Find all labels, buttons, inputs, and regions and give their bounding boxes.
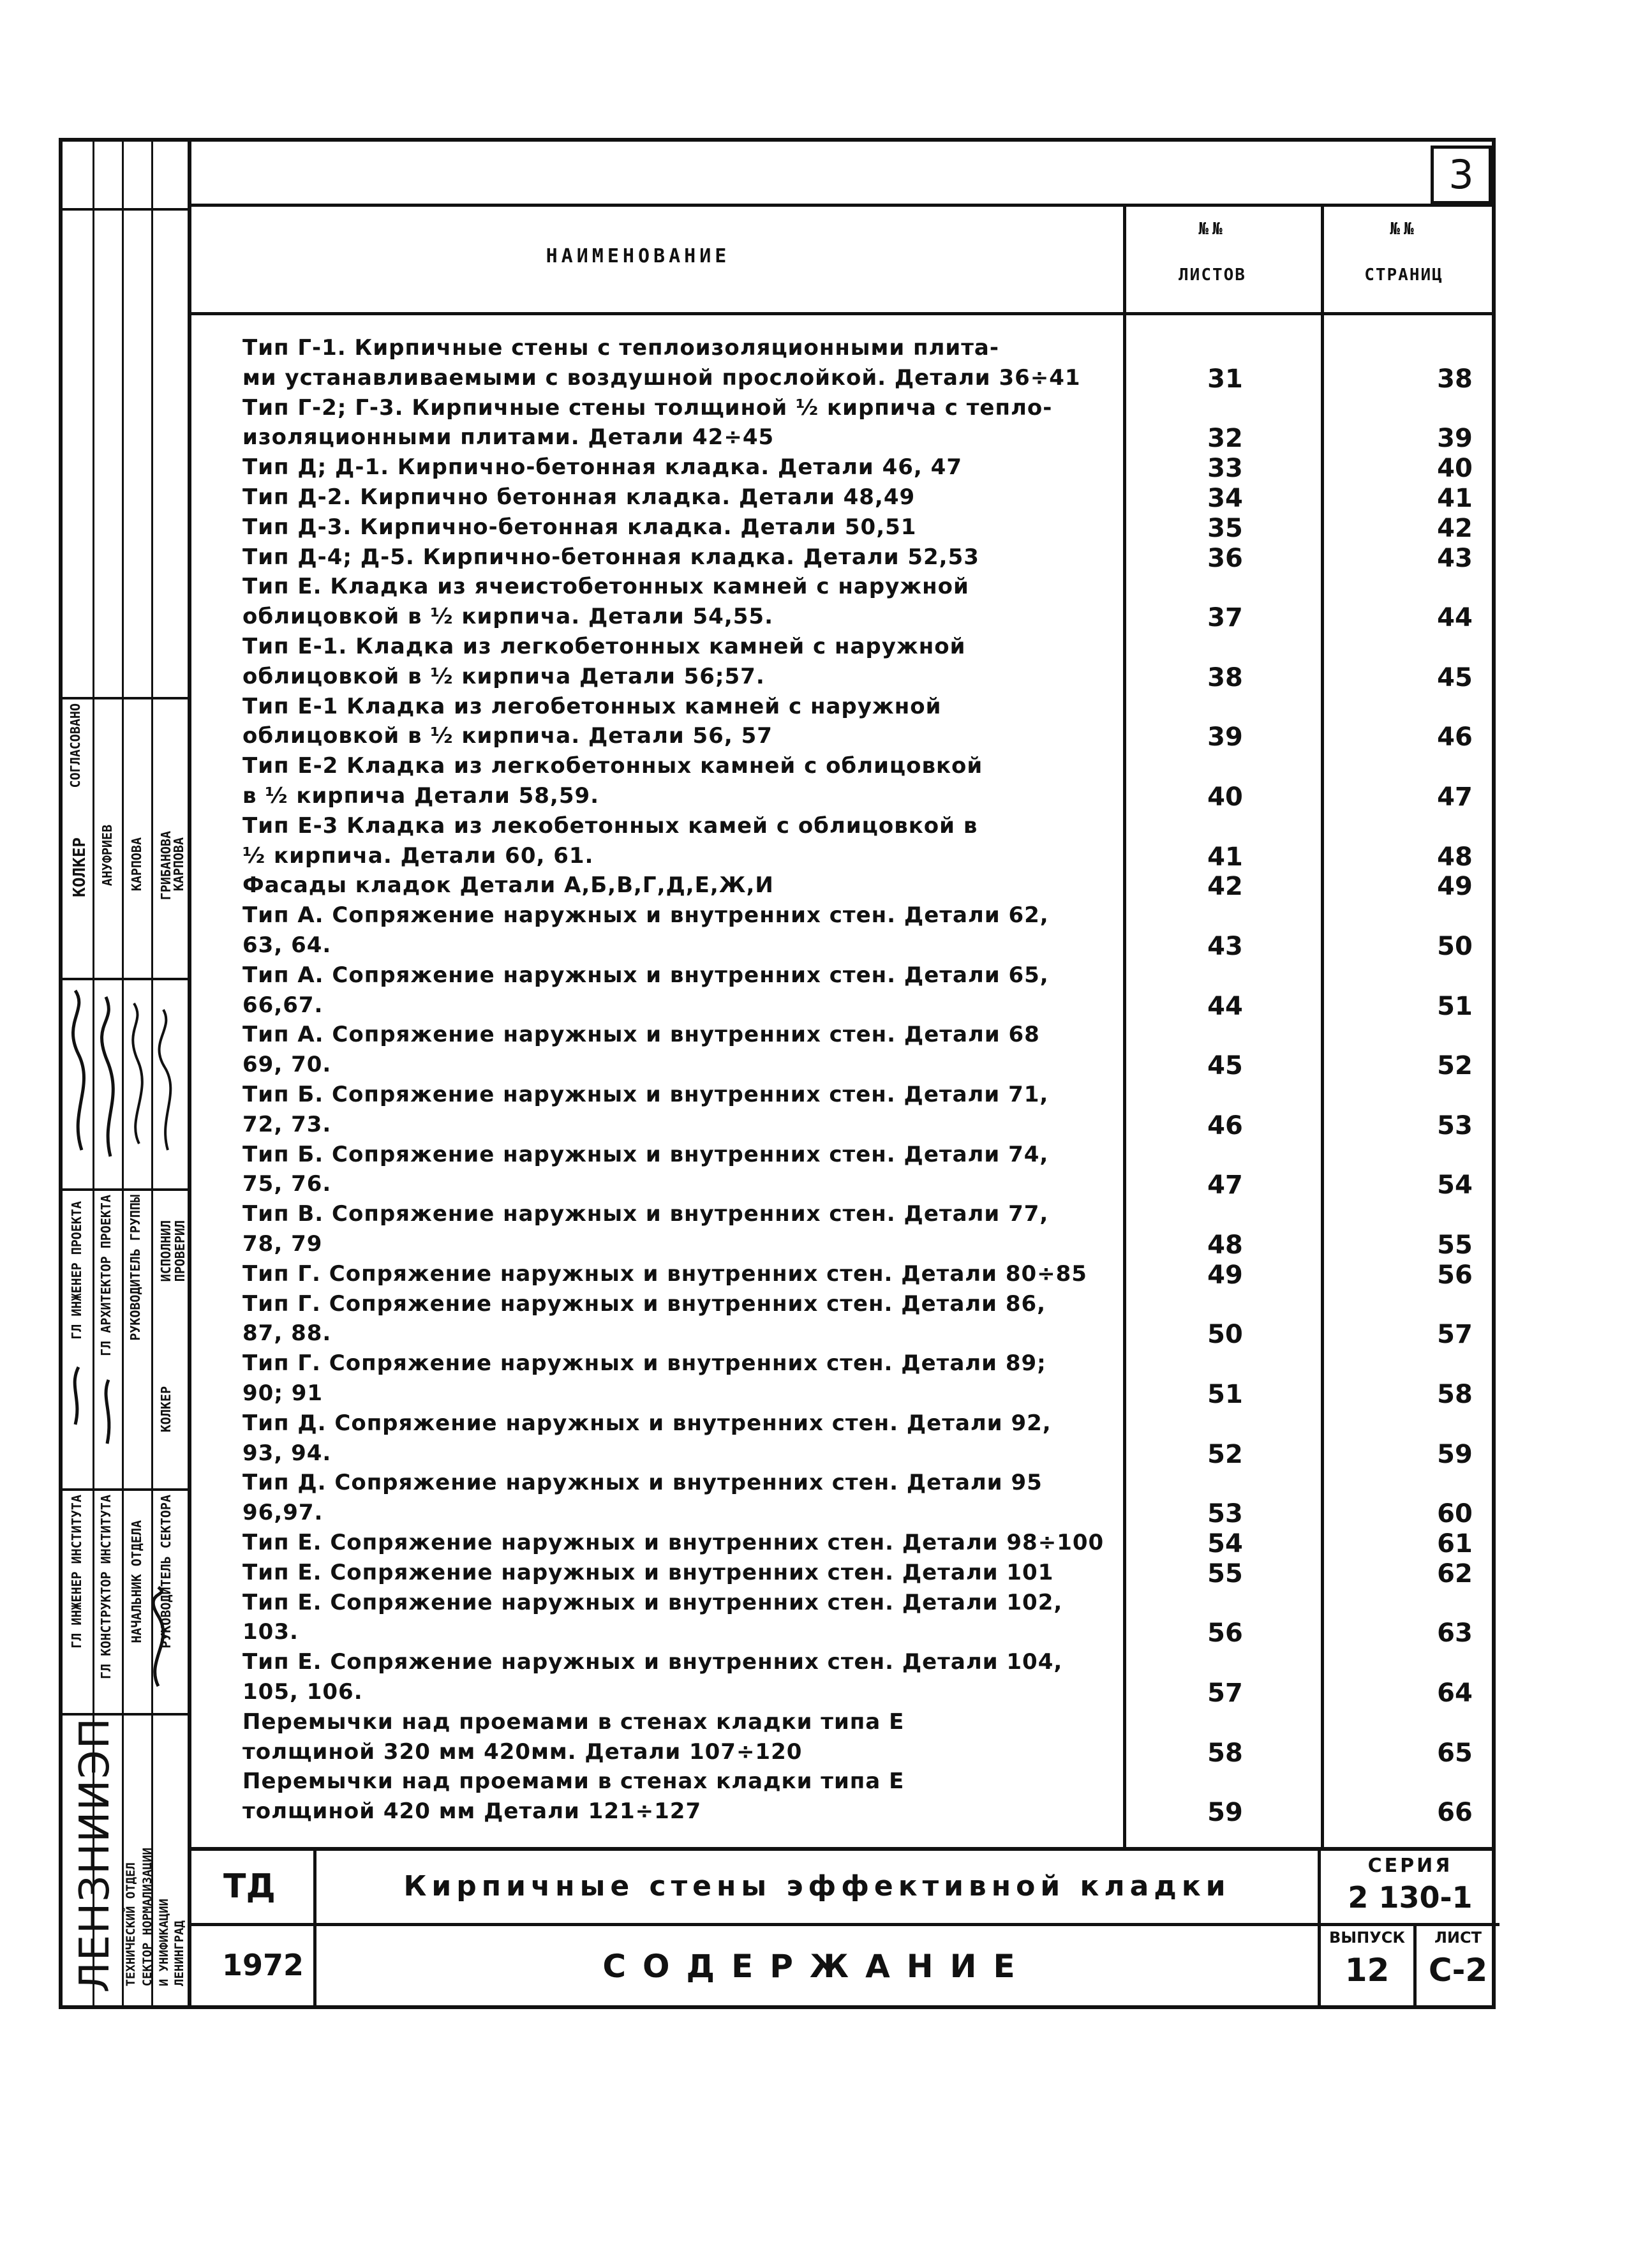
entry-sheet-number: 47 bbox=[1207, 1170, 1243, 1200]
entry-text-line: толщиной 320 мм 420мм. Детали 107÷120 bbox=[242, 1738, 803, 1765]
entry-text-line: Тип Д-2. Кирпично бетонная кладка. Детали 48,49 bbox=[242, 484, 916, 510]
header-pages-top: №№ bbox=[1390, 220, 1418, 239]
entry-page-number: 40 bbox=[1437, 454, 1473, 484]
entry-text-line: Тип А. Сопряжение наружных и внутренних стен. Детали 68 bbox=[242, 1022, 1040, 1048]
entry-text-line: Тип Е-3 Кладка из лекобетонных камей с облицовкой в bbox=[242, 812, 978, 839]
role-department-head: НАЧАЛЬНИК ОТДЕЛА bbox=[129, 1520, 144, 1643]
entry-page-number: 63 bbox=[1437, 1619, 1473, 1649]
stamp-title: Кирпичные стены эффективной кладки bbox=[403, 1870, 1231, 1903]
sidebar-line bbox=[63, 978, 188, 980]
entry-text-line: Тип Д; Д-1. Кирпично-бетонная кладка. Детали 46, 47 bbox=[242, 454, 962, 481]
entry-sheet-number: 37 bbox=[1207, 603, 1243, 633]
entry-sheet-number: 35 bbox=[1207, 513, 1243, 543]
role-chief-engineer-institute: ГЛ ИНЖЕНЕР ИНСТИТУТА bbox=[69, 1495, 84, 1649]
stamp-year-cell bbox=[191, 1926, 316, 2005]
entry-text-line: Тип Г-1. Кирпичные стены с теплоизоляционными плита- bbox=[242, 335, 999, 361]
contents-list bbox=[191, 142, 1492, 2005]
entry-sheet-number: 32 bbox=[1207, 424, 1243, 454]
entry-text-line: 87, 88. bbox=[242, 1320, 332, 1347]
header-name: НАИМЕНОВАНИЕ bbox=[546, 245, 731, 267]
entry-page-number: 42 bbox=[1437, 513, 1473, 543]
entry-sheet-number: 59 bbox=[1207, 1798, 1243, 1828]
entry-text-line: Тип А. Сопряжение наружных и внутренних стен. Детали 65, bbox=[242, 962, 1049, 988]
stamp-series-value: 2 130-1 bbox=[1348, 1880, 1473, 1915]
role-executed: ИСПОЛНИЛ bbox=[158, 1220, 174, 1282]
sidebar-line bbox=[63, 1188, 188, 1191]
entry-sheet-number: 43 bbox=[1207, 932, 1243, 961]
name-anufriev: АНУФРИЕВ bbox=[100, 825, 115, 886]
entry-text-line: Тип Е. Кладка из ячеистобетонных камней с наружной bbox=[242, 574, 969, 600]
entry-sheet-number: 45 bbox=[1207, 1051, 1243, 1081]
role-group-head: РУКОВОДИТЕЛЬ ГРУППЫ bbox=[128, 1195, 143, 1341]
entry-sheet-number: 46 bbox=[1207, 1110, 1243, 1140]
entry-text-line: Перемычки над проемами в стенах кладки типа Е bbox=[242, 1708, 905, 1735]
entry-text-line: Тип Е. Сопряжение наружных и внутренних стен. Детали 104, bbox=[242, 1649, 1063, 1675]
main-area bbox=[191, 142, 1492, 2005]
entry-page-number: 49 bbox=[1437, 872, 1473, 902]
role-chief-architect-project: ГЛ АРХИТЕКТОР ПРОЕКТА bbox=[98, 1195, 114, 1356]
entry-text-line: Перемычки над проемами в стенах кладки типа Е bbox=[242, 1768, 905, 1795]
entry-page-number: 39 bbox=[1437, 424, 1473, 454]
entry-text-line: Тип Е-1 Кладка из легобетонных камней с наружной bbox=[242, 693, 942, 719]
entry-text-line: 96,97. bbox=[242, 1500, 324, 1526]
name-karpova: КАРПОВА bbox=[129, 837, 144, 892]
page-number: 3 bbox=[1431, 146, 1492, 204]
stamp-code: ТД bbox=[223, 1867, 276, 1906]
entry-page-number: 52 bbox=[1437, 1051, 1473, 1081]
drawing-sheet bbox=[59, 138, 1496, 2009]
agreed-label: СОГЛАСОВАНО bbox=[68, 703, 83, 788]
signature-marks-3 bbox=[63, 1584, 188, 1699]
entry-sheet-number: 34 bbox=[1207, 484, 1243, 513]
entry-text-line: Тип Е-2 Кладка из легкобетонных камней с облицовкой bbox=[242, 753, 983, 779]
colker-label: КОЛКЕР bbox=[158, 1386, 174, 1433]
entry-page-number: 41 bbox=[1437, 484, 1473, 513]
stamp-series-label: СЕРИЯ bbox=[1367, 1855, 1453, 1877]
entry-text-line: Тип Е. Сопряжение наружных и внутренних стен. Детали 98÷100 bbox=[242, 1530, 1105, 1555]
agreed-name: КОЛКЕР bbox=[70, 837, 89, 897]
org-name: ЛЕНЗНИИЭП bbox=[71, 1716, 119, 1993]
entry-text-line: Тип Д-3. Кирпично-бетонная кладка. Детали 50,51 bbox=[242, 514, 917, 540]
entry-text-line: толщиной 420 мм Детали 121÷127 bbox=[242, 1798, 702, 1825]
entry-sheet-number: 50 bbox=[1207, 1320, 1243, 1350]
entry-text-line: 69, 70. bbox=[242, 1052, 332, 1078]
entry-text-line: 72, 73. bbox=[242, 1111, 332, 1137]
stamp-title-cell bbox=[316, 1851, 1321, 1926]
sidebar-title-block bbox=[63, 142, 191, 2005]
org-sub-4: ЛЕНИНГРАД bbox=[172, 1920, 186, 1986]
organization-block bbox=[63, 1713, 188, 2005]
stamp-sheet-value: С-2 bbox=[1428, 1952, 1488, 1989]
stamp-sheet-label: ЛИСТ bbox=[1434, 1929, 1482, 1947]
stamp-subtitle-cell bbox=[316, 1926, 1321, 2005]
entry-text-line: 93, 94. bbox=[242, 1440, 332, 1466]
entry-sheet-number: 40 bbox=[1207, 782, 1243, 812]
entry-text-line: Тип В. Сопряжение наружных и внутренних стен. Детали 77, bbox=[242, 1201, 1049, 1227]
entry-page-number: 47 bbox=[1437, 782, 1473, 812]
stamp-subtitle: СОДЕРЖАНИЕ bbox=[602, 1948, 1032, 1985]
stamp-series-cell bbox=[1321, 1851, 1499, 1926]
title-stamp bbox=[191, 1847, 1492, 2005]
role-chief-constructor-institute: ГЛ КОНСТРУКТОР ИНСТИТУТА bbox=[98, 1495, 114, 1679]
org-sub-3: И УНИФИКАЦИИ bbox=[157, 1898, 171, 1986]
sidebar-line bbox=[63, 697, 188, 699]
entry-page-number: 43 bbox=[1437, 543, 1473, 573]
entry-page-number: 46 bbox=[1437, 722, 1473, 752]
entry-text-line: Тип Г. Сопряжение наружных и внутренних стен. Детали 89; bbox=[242, 1350, 1046, 1377]
stamp-code-cell bbox=[191, 1851, 316, 1926]
stamp-issue-label: ВЫПУСК bbox=[1329, 1929, 1405, 1947]
name-gribanova: ГРИБАНОВА bbox=[158, 831, 174, 901]
entry-text-line: Тип Г. Сопряжение наружных и внутренних стен. Детали 80÷85 bbox=[242, 1260, 1087, 1287]
entry-page-number: 54 bbox=[1437, 1170, 1473, 1200]
entry-page-number: 60 bbox=[1437, 1499, 1473, 1529]
header-sheets-top: №№ bbox=[1198, 220, 1226, 239]
org-sub-2: СЕКТОР НОРМАЛИЗАЦИИ bbox=[140, 1847, 154, 1986]
entry-page-number: 56 bbox=[1437, 1260, 1473, 1290]
entry-page-number: 44 bbox=[1437, 603, 1473, 633]
entry-text-line: 103. bbox=[242, 1619, 299, 1645]
entry-page-number: 66 bbox=[1437, 1798, 1473, 1828]
entry-text-line: 105, 106. bbox=[242, 1679, 363, 1705]
entry-page-number: 64 bbox=[1437, 1679, 1473, 1708]
entry-sheet-number: 54 bbox=[1207, 1529, 1243, 1559]
entry-text-line: Фасады кладок Детали А,Б,В,Г,Д,Е,Ж,И bbox=[242, 872, 774, 899]
stamp-issue-cell bbox=[1321, 1926, 1417, 2005]
entry-sheet-number: 52 bbox=[1207, 1439, 1243, 1469]
entry-page-number: 65 bbox=[1437, 1738, 1473, 1768]
entry-text-line: облицовкой в ½ кирпича. Детали 56, 57 bbox=[242, 723, 773, 749]
entry-sheet-number: 48 bbox=[1207, 1230, 1243, 1260]
entry-text-line: в ½ кирпича Детали 58,59. bbox=[242, 783, 600, 809]
entry-text-line: Тип Е-1. Кладка из легкобетонных камней с наружной bbox=[242, 634, 966, 659]
entry-sheet-number: 51 bbox=[1207, 1380, 1243, 1409]
role-chief-engineer-project: ГЛ ИНЖЕНЕР ПРОЕКТА bbox=[69, 1201, 84, 1340]
entry-sheet-number: 41 bbox=[1207, 842, 1243, 872]
entry-page-number: 38 bbox=[1437, 364, 1473, 394]
entry-text-line: Тип А. Сопряжение наружных и внутренних стен. Детали 62, bbox=[242, 902, 1049, 929]
role-sector-head: РУКОВОДИТЕЛЬ СЕКТОРА bbox=[158, 1495, 174, 1649]
entry-sheet-number: 56 bbox=[1207, 1619, 1243, 1649]
entry-sheet-number: 57 bbox=[1207, 1679, 1243, 1708]
entry-text-line: Тип Е. Сопряжение наружных и внутренних стен. Детали 101 bbox=[242, 1559, 1054, 1585]
entry-sheet-number: 33 bbox=[1207, 454, 1243, 484]
stamp-issue-value: 12 bbox=[1344, 1952, 1390, 1989]
stamp-sheet-cell bbox=[1417, 1926, 1499, 2005]
entry-text-line: Тип Д. Сопряжение наружных и внутренних стен. Детали 92, bbox=[242, 1410, 1052, 1436]
entry-text-line: ½ кирпича. Детали 60, 61. bbox=[242, 842, 594, 869]
entry-page-number: 51 bbox=[1437, 991, 1473, 1021]
entry-text-line: облицовкой в ½ кирпича. Детали 54,55. bbox=[242, 604, 773, 630]
entry-page-number: 61 bbox=[1437, 1529, 1473, 1559]
entry-text-line: Тип Б. Сопряжение наружных и внутренних стен. Детали 74, bbox=[242, 1141, 1049, 1167]
entry-text-line: 63, 64. bbox=[242, 932, 332, 958]
entry-sheet-number: 39 bbox=[1207, 722, 1243, 752]
entry-sheet-number: 36 bbox=[1207, 543, 1243, 573]
entry-text-line: 90; 91 bbox=[242, 1380, 324, 1406]
entry-page-number: 53 bbox=[1437, 1110, 1473, 1140]
entry-page-number: 62 bbox=[1437, 1559, 1473, 1589]
entry-page-number: 50 bbox=[1437, 932, 1473, 961]
name-karpova-2: КАРПОВА bbox=[171, 837, 186, 892]
sidebar-line bbox=[63, 208, 188, 211]
sidebar-line bbox=[63, 1488, 188, 1491]
entry-text-line: Тип Д-4; Д-5. Кирпично-бетонная кладка. Детали 52,53 bbox=[242, 544, 979, 570]
entry-page-number: 59 bbox=[1437, 1439, 1473, 1469]
org-sub-1: ТЕХНИЧЕСКИЙ ОТДЕЛ bbox=[124, 1862, 138, 1986]
entry-page-number: 48 bbox=[1437, 842, 1473, 872]
entry-sheet-number: 31 bbox=[1207, 364, 1243, 394]
entry-text-line: Тип Д. Сопряжение наружных и внутренних стен. Детали 95 bbox=[242, 1470, 1043, 1496]
entry-text-line: 75, 76. bbox=[242, 1171, 332, 1197]
signature-marks-2 bbox=[63, 1348, 188, 1488]
entry-sheet-number: 42 bbox=[1207, 872, 1243, 902]
entry-text-line: Тип Г. Сопряжение наружных и внутренних стен. Детали 86, bbox=[242, 1290, 1046, 1317]
stamp-year: 1972 bbox=[222, 1948, 304, 1982]
entry-page-number: 57 bbox=[1437, 1320, 1473, 1350]
role-checked: ПРОВЕРИЛ bbox=[172, 1220, 188, 1282]
entry-text-line: 78, 79 bbox=[242, 1231, 323, 1257]
entry-page-number: 45 bbox=[1437, 662, 1473, 692]
header-sheets: ЛИСТОВ bbox=[1179, 265, 1246, 285]
entry-sheet-number: 58 bbox=[1207, 1738, 1243, 1768]
entry-sheet-number: 44 bbox=[1207, 991, 1243, 1021]
entry-text-line: Тип Е. Сопряжение наружных и внутренних стен. Детали 102, bbox=[242, 1589, 1063, 1615]
entry-page-number: 58 bbox=[1437, 1380, 1473, 1409]
entry-sheet-number: 38 bbox=[1207, 662, 1243, 692]
entry-sheet-number: 55 bbox=[1207, 1559, 1243, 1589]
entry-text-line: Тип Г-2; Г-3. Кирпичные стены толщиной ½ кирпича с тепло- bbox=[242, 394, 1053, 421]
entry-text-line: Тип Б. Сопряжение наружных и внутренних стен. Детали 71, bbox=[242, 1082, 1049, 1107]
entry-sheet-number: 53 bbox=[1207, 1499, 1243, 1529]
entry-text-line: изоляционными плитами. Детали 42÷45 bbox=[242, 424, 775, 451]
entry-text-line: ми устанавливаемыми с воздушной прослойкой. Детали 36÷41 bbox=[242, 364, 1081, 391]
signature-marks bbox=[63, 984, 188, 1176]
entry-text-line: облицовкой в ½ кирпича Детали 56;57. bbox=[242, 663, 765, 689]
entry-sheet-number: 49 bbox=[1207, 1260, 1243, 1290]
header-pages: СТРАНИЦ bbox=[1364, 265, 1443, 285]
entry-page-number: 55 bbox=[1437, 1230, 1473, 1260]
entry-text-line: 66,67. bbox=[242, 992, 324, 1018]
